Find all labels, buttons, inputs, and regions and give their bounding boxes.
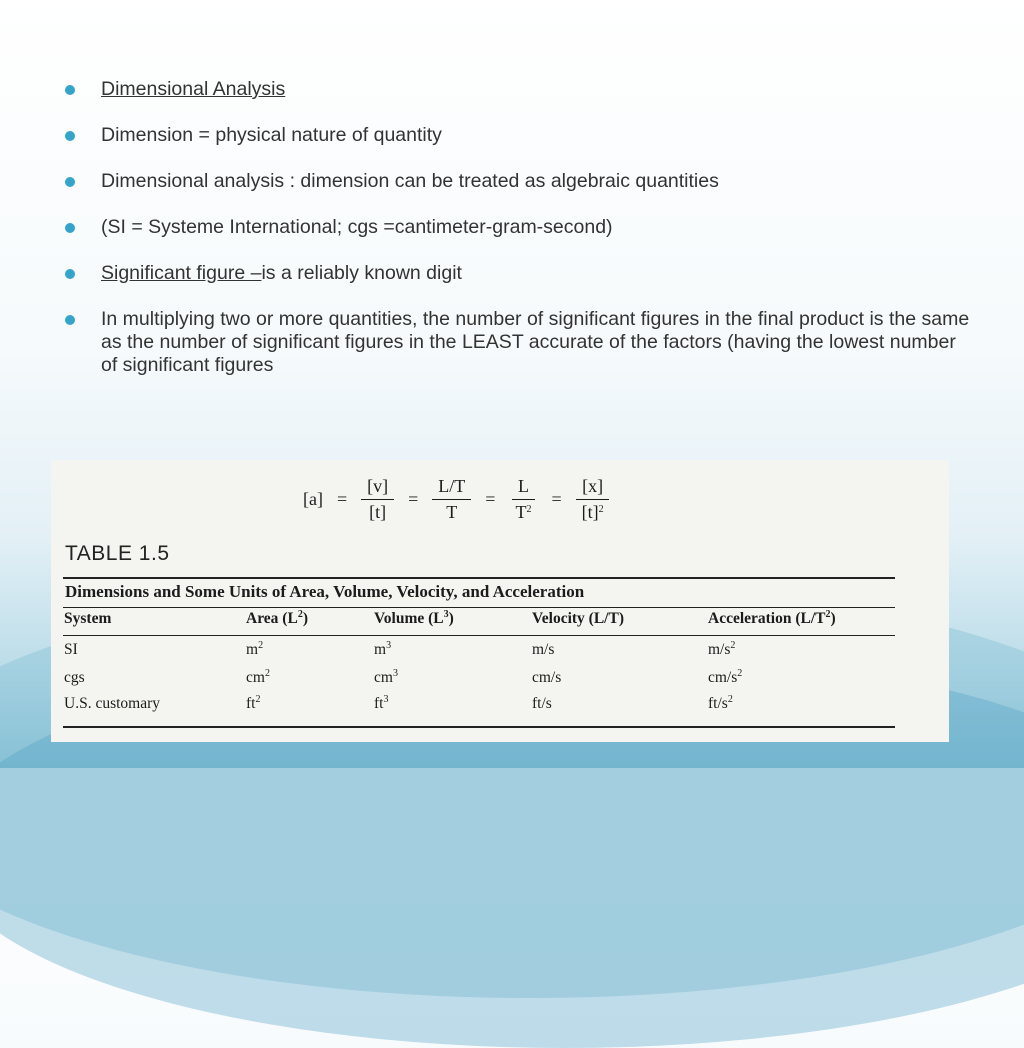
bullet-item: [62, 170, 972, 193]
header-rule: [63, 635, 895, 636]
bullet-text: Dimensional analysis : dimension can be treated as algebraic quantities: [101, 170, 719, 192]
table-cell: ft/s: [532, 695, 552, 712]
fraction-distance-time-squared: [576, 476, 610, 523]
denominator-exponent: 2: [526, 503, 532, 515]
column-header: Area $(L^2)$: [246, 609, 308, 627]
bullet-dot-icon: [65, 131, 75, 141]
fraction-velocity-time: [361, 476, 394, 523]
equals-sign: =: [485, 488, 496, 509]
equals-sign: =: [408, 488, 419, 509]
equals-sign: =: [336, 488, 348, 509]
fraction-numerator: [v]: [361, 476, 394, 500]
bullet-dot-icon: [65, 177, 75, 187]
fraction-denominator: [t]: [369, 501, 387, 522]
bullet-list: [62, 78, 972, 400]
denominator-base: [t]: [581, 501, 599, 522]
table-title: TABLE 1.5: [65, 542, 170, 565]
fraction-denominator: [509, 500, 537, 523]
bullet-item: [62, 78, 972, 101]
table-cell: $ft/s^2$: [708, 694, 733, 712]
table-cell: $cm^3$: [374, 668, 398, 686]
table-cell: U.S. customary: [64, 695, 161, 712]
column-header: System: [64, 610, 112, 627]
table-cell: SI: [64, 641, 78, 658]
bullet-item: [62, 216, 972, 239]
table-cell: cm/s: [532, 669, 562, 686]
bullet-underlined-text: Dimensional Analysis: [101, 78, 286, 100]
table-cell: $m^3$: [374, 640, 392, 658]
scanned-table-image: [51, 460, 949, 742]
fraction-numerator: [x]: [576, 476, 609, 500]
table-cell: $ft^3$: [374, 694, 389, 712]
bullet-item: [62, 262, 972, 285]
table-cell: $m^2$: [246, 640, 264, 658]
bullet-text: Dimension = physical nature of quantity: [101, 124, 442, 146]
table-bottom-rule: [63, 726, 895, 728]
fraction-length-time: [432, 476, 471, 523]
column-header: Velocity (L/T): [532, 610, 624, 627]
caption-rule: [63, 607, 895, 608]
dimension-equation: [299, 470, 614, 528]
equation-lhs: [a]: [303, 488, 323, 509]
table-cell: $m/s^2$: [708, 640, 736, 658]
bullet-text: In multiplying two or more quantities, the number of significant figures in the final product is the same as the number of significant figures in the LEAST accurate of the factors (having the lowest number of significant figures: [101, 308, 970, 376]
table-cell: $ft^2$: [246, 694, 261, 712]
fraction-numerator: L/T: [432, 476, 471, 500]
fraction-length-time-squared: [509, 476, 537, 523]
fraction-numerator: L: [512, 476, 535, 500]
table-cell: cgs: [64, 669, 85, 686]
column-header: Volume $(L^3)$: [374, 609, 454, 627]
denominator-base: T: [515, 501, 527, 522]
bullet-dot-icon: [65, 315, 75, 325]
table-cell: m/s: [532, 641, 555, 658]
table-cell: $cm^2$: [246, 668, 270, 686]
column-header: Acceleration $(L/T^2)$: [708, 609, 836, 627]
bullet-underlined-text: Significant figure –: [101, 262, 262, 284]
table-top-rule: [63, 577, 895, 579]
bullet-item: [62, 308, 972, 377]
fraction-denominator: [576, 500, 610, 523]
bullet-item: [62, 124, 972, 147]
bullet-text: is a reliably known digit: [261, 262, 462, 284]
denominator-exponent: 2: [598, 503, 604, 515]
fraction-denominator: T: [446, 501, 458, 522]
table-caption: Dimensions and Some Units of Area, Volume, Velocity, and Acceleration: [65, 582, 585, 601]
bullet-text: (SI = Systeme International; cgs =cantimeter-gram-second): [101, 216, 613, 238]
bullet-dot-icon: [65, 85, 75, 95]
bullet-dot-icon: [65, 269, 75, 279]
bullet-dot-icon: [65, 223, 75, 233]
table-cell: $cm/s^2$: [708, 668, 743, 686]
equals-sign: =: [551, 488, 562, 509]
